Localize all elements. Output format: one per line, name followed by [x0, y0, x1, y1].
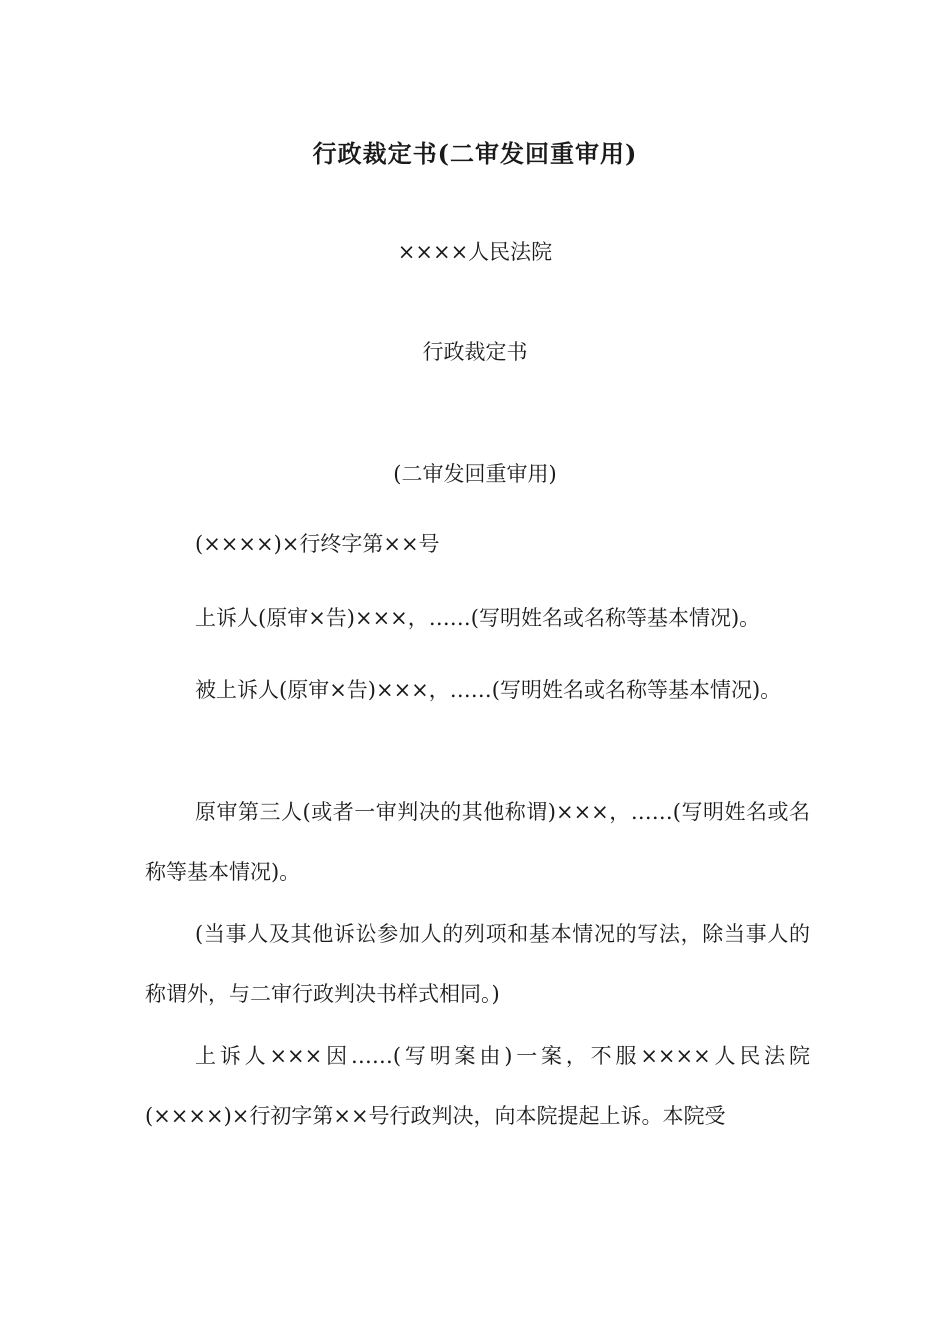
paragraph-appellee: 被上诉人(原审×告)×××，……(写明姓名或名称等基本情况)。 — [195, 678, 782, 702]
paragraph-note: (当事人及其他诉讼参加人的列项和基本情况的写法，除当事人的称谓外，与二审行政判决书样式相同。) — [145, 922, 810, 1006]
paragraph-case-summary: 上诉人×××因……(写明案由)一案，不服××××人民法院(××××)×行初字第××号行政判决，向本院提起上诉。本院受 — [145, 1044, 810, 1128]
court-name: ××××人民法院 — [397, 240, 553, 264]
document-title: 行政裁定书(二审发回重审用) — [312, 139, 638, 168]
paragraph-third-party: 原审第三人(或者一审判决的其他称谓)×××，……(写明姓名或名称等基本情况)。 — [145, 800, 810, 884]
case-number: (××××)×行终字第××号 — [195, 532, 440, 556]
paragraph-appellant: 上诉人(原审×告)×××，……(写明姓名或名称等基本情况)。 — [195, 606, 761, 630]
usage-note: (二审发回重审用) — [393, 462, 557, 486]
document-type: 行政裁定书 — [422, 340, 528, 364]
